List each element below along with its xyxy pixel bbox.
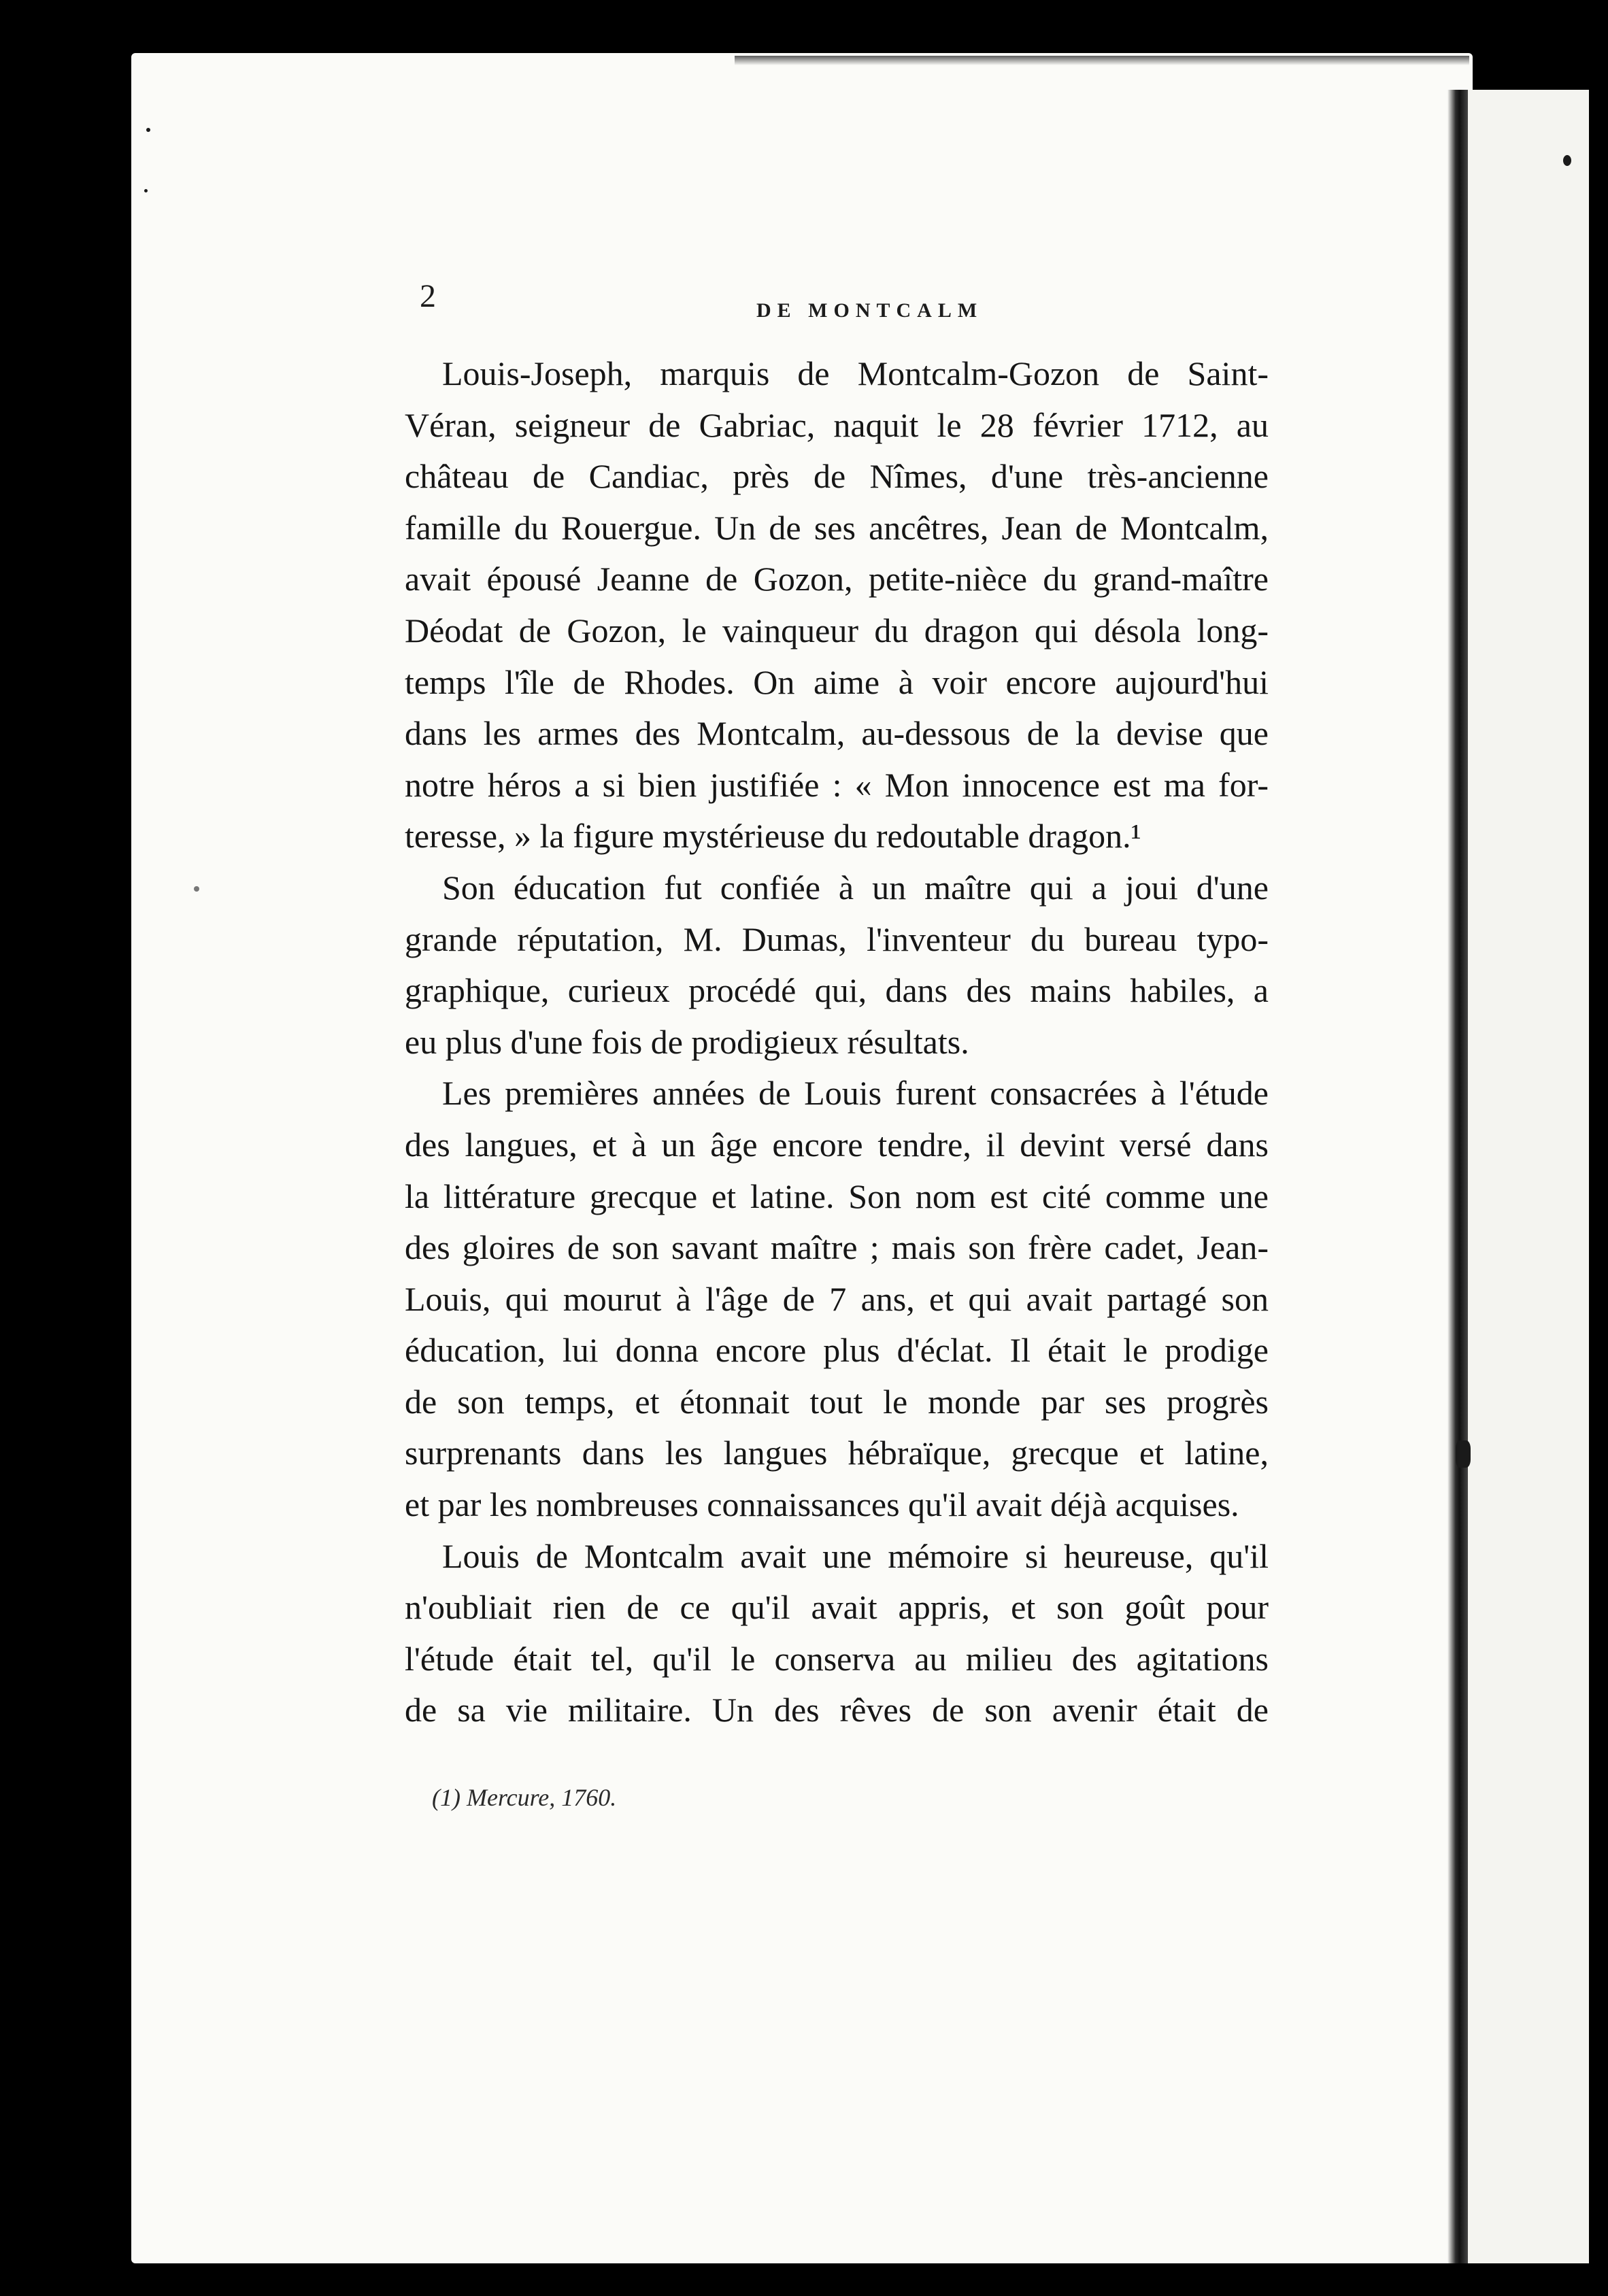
text-line: eu plus d'une fois de prodigieux résultats.: [405, 1022, 969, 1061]
text-line: château de Candiac, près de Nîmes, d'une très-ancienne: [405, 457, 1269, 496]
paragraph-4: [405, 1531, 1269, 1736]
text-line: l'étude était tel, qu'il le conserva au milieu des agitations: [405, 1639, 1269, 1678]
ink-speck: [194, 886, 199, 892]
text-line: graphique, curieux procédé qui, dans des mains habiles, a: [405, 971, 1269, 1010]
text-line: Son éducation fut confiée à un maître qui a joui d'une: [442, 868, 1269, 907]
text-line: Les premières années de Louis furent consacrées à l'étude: [442, 1074, 1269, 1113]
text-line: la littérature grecque et latine. Son nom est cité comme une: [405, 1177, 1269, 1215]
ink-speck: [1456, 1440, 1471, 1468]
footnote: (1) Mercure, 1760.: [432, 1784, 617, 1811]
text-line: de sa vie militaire. Un des rêves de son avenir était de: [405, 1691, 1269, 1729]
text-line: n'oubliait rien de ce qu'il avait appris, et son goût pour: [405, 1588, 1269, 1627]
text-line: avait épousé Jeanne de Gozon, petite-nièce du grand-maître: [405, 560, 1269, 598]
facing-page-edge: [1468, 90, 1589, 2263]
text-line: notre héros a si bien justifiée : « Mon innocence est ma for-: [405, 765, 1269, 804]
text-line: de son temps, et étonnait tout le monde par ses progrès: [405, 1382, 1269, 1421]
paragraph-3: [405, 1068, 1269, 1530]
text-line: surprenants dans les langues hébraïque, grecque et latine,: [405, 1434, 1269, 1472]
text-line: des gloires de son savant maître ; mais son frère cadet, Jean-: [405, 1228, 1269, 1267]
text-line: Louis de Montcalm avait une mémoire si heureuse, qu'il: [442, 1536, 1269, 1575]
text-line: teresse, » la figure mystérieuse du redoutable dragon.¹: [405, 817, 1141, 856]
ink-speck: [144, 189, 148, 192]
text-line: grande réputation, M. Dumas, l'inventeur du bureau typo-: [405, 919, 1269, 958]
page-number: 2: [420, 278, 436, 314]
page-edge-shadow: [735, 56, 1469, 65]
paragraph-1: [405, 348, 1269, 862]
text-line: dans les armes des Montcalm, au-dessous de la devise que: [405, 714, 1269, 753]
text-line: Déodat de Gozon, le vainqueur du dragon qui désola long-: [405, 611, 1269, 649]
text-line: temps l'île de Rhodes. On aime à voir encore aujourd'hui: [405, 662, 1269, 701]
text-line: famille du Rouergue. Un de ses ancêtres, Jean de Montcalm,: [405, 508, 1269, 547]
text-line: et par les nombreuses connaissances qu'il avait déjà acquises.: [405, 1485, 1239, 1524]
text-line: Louis, qui mourut à l'âge de 7 ans, et qui avait partagé son: [405, 1279, 1269, 1318]
body-text: [405, 348, 1269, 1736]
text-line: Véran, seigneur de Gabriac, naquit le 28 février 1712, au: [405, 405, 1269, 444]
running-title: DE MONTCALM: [756, 299, 984, 322]
paragraph-2: [405, 862, 1269, 1068]
text-line: Louis-Joseph, marquis de Montcalm-Gozon de Saint-: [442, 354, 1269, 392]
ink-speck: [146, 128, 150, 132]
text-line: des langues, et à un âge encore tendre, il devint versé dans: [405, 1125, 1269, 1164]
text-line: éducation, lui donna encore plus d'éclat. Il était le prodige: [405, 1331, 1269, 1370]
ink-speck: [1563, 155, 1571, 166]
book-spine: [1447, 90, 1468, 2263]
